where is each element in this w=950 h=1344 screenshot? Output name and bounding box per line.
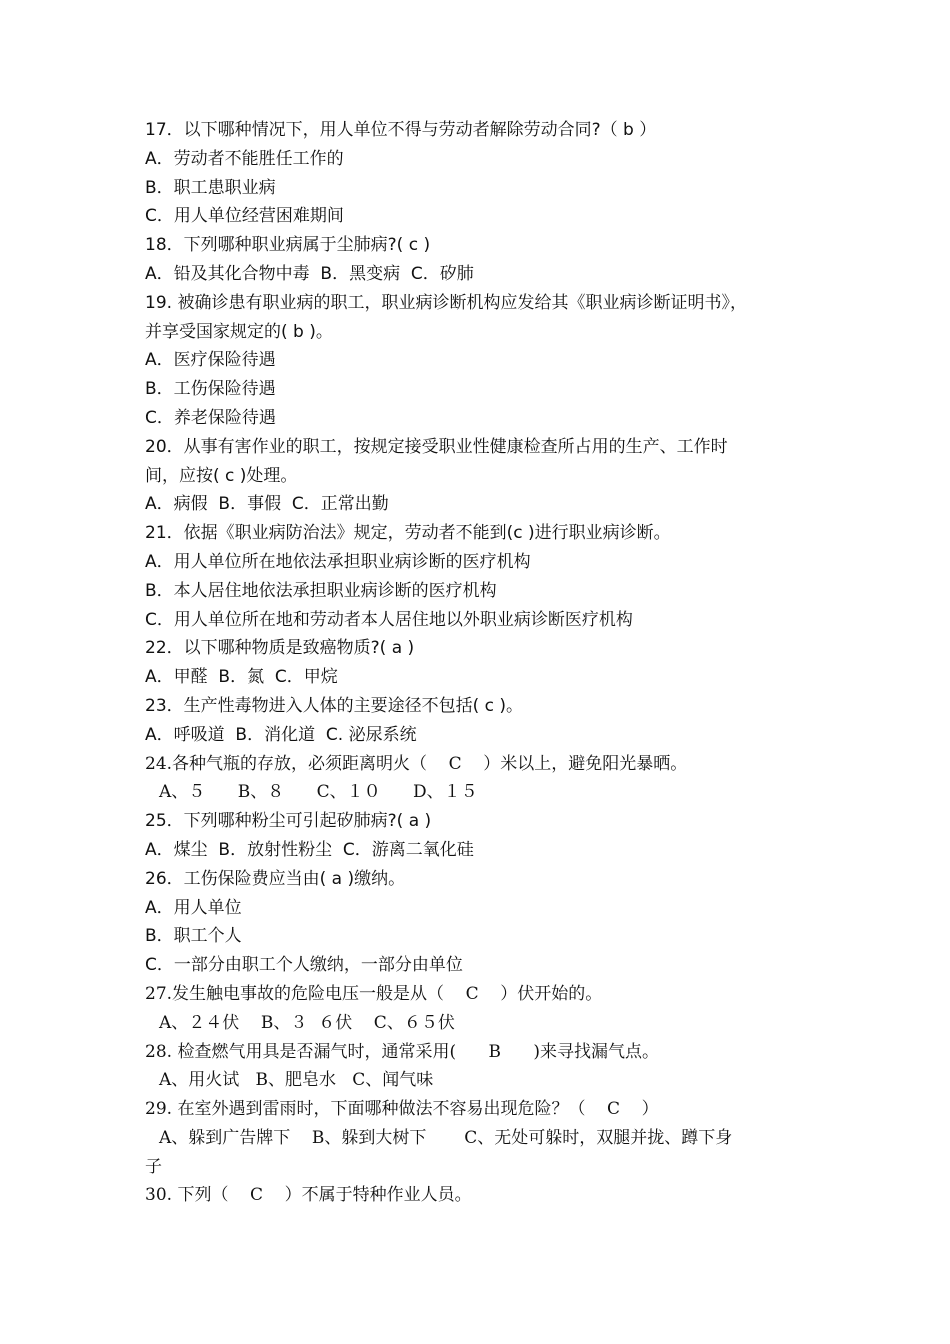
- question-20-cont: 间，应按( c )处理。: [145, 465, 298, 486]
- question-21: 21．依据《职业病防治法》规定，劳动者不能到(c )进行职业病诊断。: [145, 523, 671, 544]
- options-27: A、２４伏 B、３ ６伏 C、６５伏: [159, 1012, 455, 1033]
- question-26: 26．工伤保险费应当由( a )缴纳。: [145, 868, 406, 889]
- options-22: A．甲醛 B．氮 C．甲烷: [145, 667, 338, 688]
- option-26-a: A．用人单位: [145, 897, 242, 918]
- question-20: 20．从事有害作业的职工，按规定接受职业性健康检查所占用的生产、工作时: [145, 436, 728, 457]
- options-24: A、５ B、８ C、１０ D、１５: [159, 782, 478, 803]
- question-19-cont: 并享受国家规定的( b )。: [145, 321, 333, 342]
- options-29-cont: 子: [145, 1156, 162, 1177]
- options-25: A．煤尘 B．放射性粉尘 C．游离二氧化硅: [145, 839, 474, 860]
- options-23: A．呼吸道 B．消化道 C. 泌尿系统: [145, 724, 417, 745]
- question-25: 25．下列哪种粉尘可引起矽肺病?( a ): [145, 811, 432, 832]
- question-17: 17．以下哪种情况下，用人单位不得与劳动者解除劳动合同?（ b ）: [145, 120, 657, 140]
- options-18: A．铅及其化合物中毒 B．黑变病 C．矽肺: [145, 263, 474, 284]
- question-19: 19. 被确诊患有职业病的职工，职业病诊断机构应发给其《职业病诊断证明书》，: [145, 292, 747, 313]
- question-list: [145, 116, 825, 1210]
- option-26-b: B．职工个人: [145, 926, 242, 947]
- options-20: A．病假 B．事假 C．正常出勤: [145, 494, 389, 515]
- option-21-b: B．本人居住地依法承担职业病诊断的医疗机构: [145, 580, 497, 601]
- question-18: 18．下列哪种职业病属于尘肺病?( c ): [145, 235, 431, 256]
- option-21-c: C．用人单位所在地和劳动者本人居住地以外职业病诊断医疗机构: [145, 609, 633, 630]
- option-17-b: B．职工患职业病: [145, 177, 276, 198]
- option-26-c: C．一部分由职工个人缴纳，一部分由单位: [145, 955, 463, 976]
- option-19-c: C．养老保险待遇: [145, 407, 276, 428]
- question-22: 22．以下哪种物质是致癌物质?( a ): [145, 638, 415, 659]
- question-29: 29. 在室外遇到雷雨时，下面哪种做法不容易出现危险？（ C ）: [145, 1099, 659, 1120]
- option-19-a: A．医疗保险待遇: [145, 350, 276, 371]
- question-27: 27.发生触电事故的危险电压一般是从（ C ）伏开始的。: [145, 983, 603, 1004]
- option-17-a: A．劳动者不能胜任工作的: [145, 148, 344, 169]
- question-24: 24.各种气瓶的存放，必须距离明火（ C ）米以上，避免阳光暴晒。: [145, 753, 688, 774]
- question-28: 28. 检查燃气用具是否漏气时，通常采用( B )来寻找漏气点。: [145, 1041, 660, 1062]
- option-21-a: A．用人单位所在地依法承担职业病诊断的医疗机构: [145, 551, 531, 572]
- question-23: 23．生产性毒物进入人体的主要途径不包括( c )。: [145, 695, 524, 716]
- question-30: 30. 下列（ C ）不属于特种作业人员。: [145, 1185, 472, 1206]
- options-28: A、用火试 B、肥皂水 C、闻气味: [159, 1070, 434, 1091]
- options-29: A、躲到广告牌下 B、躲到大树下 C、无处可躲时，双腿并拢、蹲下身: [159, 1127, 733, 1148]
- option-17-c: C．用人单位经营困难期间: [145, 206, 344, 227]
- option-19-b: B．工伤保险待遇: [145, 379, 276, 400]
